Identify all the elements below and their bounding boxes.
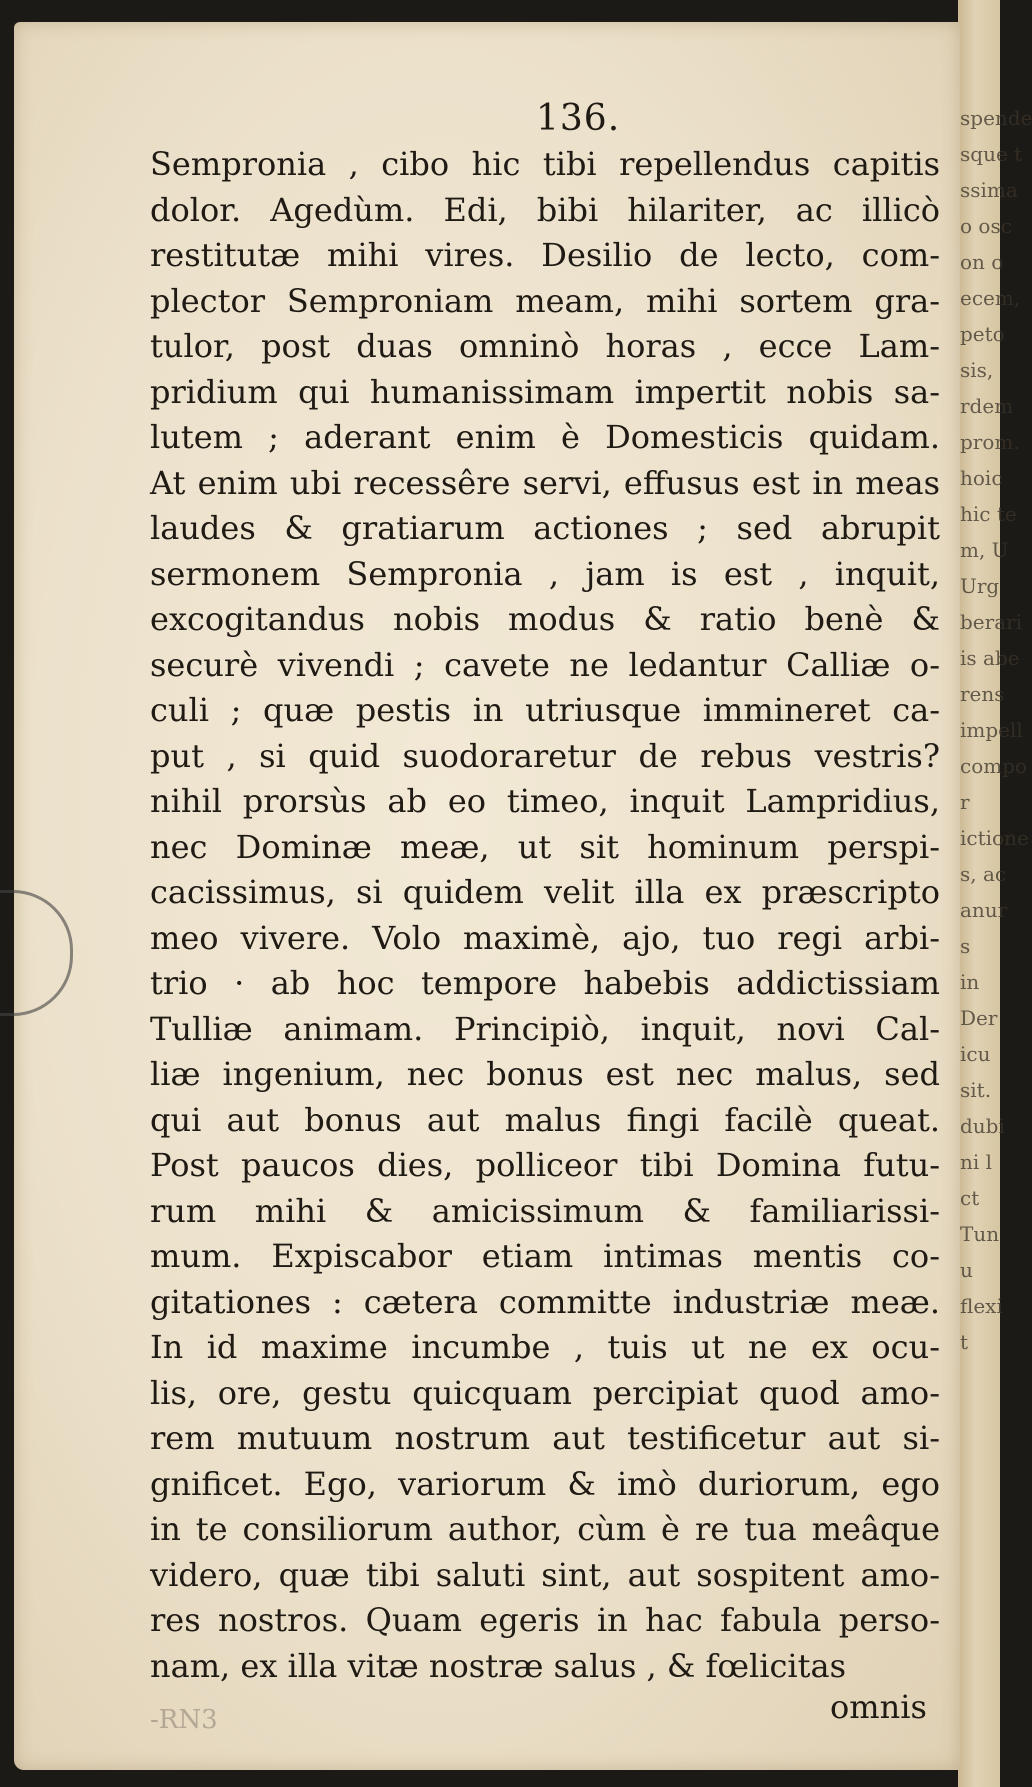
text-line: rum mihi & amicissimum & familiarissi- [150,1191,940,1230]
catchword: omnis [830,1688,927,1726]
adjacent-fragment: compo [960,754,1028,778]
text-line: nihil prorsùs ab eo timeo, inquit Lampridius, [150,782,940,820]
text-line: res nostros. Quam egeris in hac fabula perso- [150,1601,940,1639]
text-line: sermonem Sempronia , jam is est , inquit, [150,554,940,593]
adjacent-fragment: s, ac [960,862,1007,886]
adjacent-fragment: Urg [960,574,1000,598]
adjacent-fragment: Tun [960,1222,1000,1246]
adjacent-fragment: r [960,790,970,814]
text-line: Tulliæ animam. Principiò, inquit, novi Cal- [150,1009,940,1048]
text-line: put , si quid suodoraretur de rebus vestris? [150,736,940,775]
page-body-text [150,142,940,1689]
faded-stamp: -RN3 [150,1705,218,1735]
text-line: securè vivendi ; cavete ne ledantur Calliæ o- [150,645,940,684]
adjacent-fragment: rens [960,682,1005,706]
adjacent-fragment: o osc [960,214,1012,238]
text-line: cacissimus, si quidem velit illa ex præscripto [150,873,940,911]
adjacent-fragment: anur [960,898,1008,922]
adjacent-fragment: impell [960,718,1023,742]
text-line: nec Dominæ meæ, ut sit hominum perspi- [150,827,940,866]
adjacent-page-text-fragments [958,100,1032,1740]
text-line: liæ ingenium, nec bonus est nec malus, sed [150,1055,940,1093]
adjacent-fragment: prom. [960,430,1020,454]
adjacent-fragment: in [960,970,980,994]
adjacent-fragment: sque t [960,142,1023,166]
text-line: dolor. Agedùm. Edi, bibi hilariter, ac illicò [150,190,940,229]
text-line: At enim ubi recessêre servi, effusus est in meas [150,463,940,502]
adjacent-fragment: ct [960,1186,980,1210]
adjacent-fragment: ecem, [960,286,1021,310]
page-number: 136. [536,98,621,139]
text-line: culi ; quæ pestis in utriusque immineret ca- [150,691,940,729]
adjacent-fragment: flexi [960,1294,1003,1318]
adjacent-fragment: peto [960,322,1005,346]
text-line: in te consiliorum author, cùm è re tua meâque [150,1510,940,1548]
text-line: meo vivere. Volo maximè, ajo, tuo regi arbi- [150,918,940,957]
text-line: qui aut bonus aut malus fingi facilè queat. [150,1100,940,1139]
adjacent-fragment: ni l [960,1150,993,1174]
adjacent-fragment: on o [960,250,1004,274]
adjacent-fragment: berari [960,610,1023,634]
adjacent-fragment: s [960,934,971,958]
text-line: lis, ore, gestu quicquam percipiat quod amo- [150,1373,940,1412]
text-line: excogitandus nobis modus & ratio benè & [150,600,940,638]
adjacent-fragment: ssima [960,178,1018,202]
text-line: rem mutuum nostrum aut testificetur aut si- [150,1419,940,1457]
text-line: laudes & gratiarum actiones ; sed abrupit [150,509,940,547]
text-line: nam, ex illa vitæ nostræ salus , & fœlicitas [150,1646,847,1685]
adjacent-fragment: u [960,1258,973,1282]
text-line: Sempronia , cibo hic tibi repellendus capitis [150,145,940,183]
text-line: plector Semproniam meam, mihi sortem gra- [150,281,940,320]
text-line: videro, quæ tibi saluti sint, aut sospitent amo- [150,1555,940,1594]
text-line: mum. Expiscabor etiam intimas mentis co- [150,1237,940,1275]
text-line: Post paucos dies, polliceor tibi Domina futu- [150,1146,940,1184]
text-line: lutem ; aderant enim è Domesticis quidam. [150,418,940,456]
adjacent-fragment: m, U [960,538,1009,562]
adjacent-fragment: sis, [960,358,994,382]
adjacent-fragment: rdem [960,394,1014,418]
adjacent-fragment: hoic [960,466,1003,490]
adjacent-fragment: ictione [960,826,1029,850]
adjacent-fragment: Der [960,1006,998,1030]
adjacent-fragment: hic te [960,502,1017,526]
text-line: trio · ab hoc tempore habebis addictissiam [150,964,940,1002]
text-line: gnificet. Ego, variorum & imò duriorum, ego [150,1464,940,1503]
text-line: tulor, post duas omninò horas , ecce Lam- [150,327,940,365]
adjacent-fragment: is abe [960,646,1020,670]
adjacent-fragment: sit. [960,1078,992,1102]
text-line: gitationes : cætera committe industriæ meæ. [150,1282,940,1321]
adjacent-fragment: dubi [960,1114,1005,1138]
adjacent-fragment: icu [960,1042,991,1066]
text-line: restitutæ mihi vires. Desilio de lecto, com- [150,236,940,274]
adjacent-fragment: spende [960,106,1032,130]
adjacent-fragment: t [960,1330,969,1354]
text-line: In id maxime incumbe , tuis ut ne ex ocu- [150,1328,940,1366]
text-line: pridium qui humanissimam impertit nobis sa- [150,372,940,411]
